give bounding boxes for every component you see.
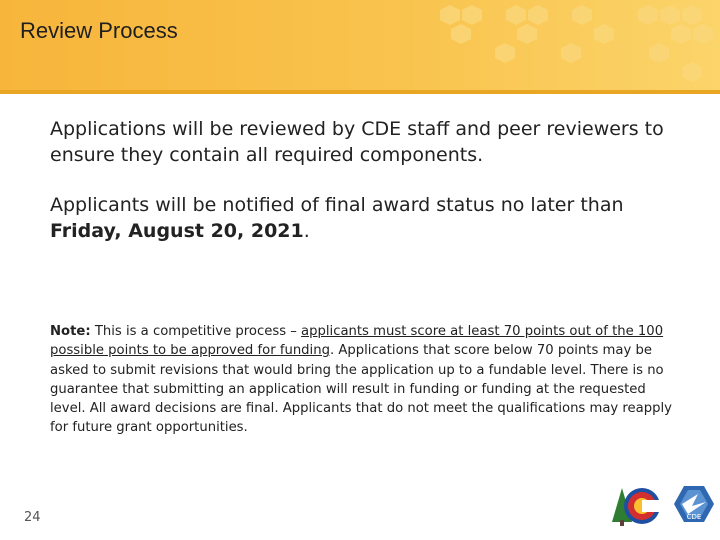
header-band: [0, 0, 720, 90]
paragraph-review: Applications will be reviewed by CDE staff and peer reviewers to ensure they contain all required components.: [50, 118, 664, 166]
note-details: . Applications that score below 70 points may be asked to submit revisions that would bring the application up to a fundable level. There is no guarantee that submitting an application will result in funding or funding at the requested level. All award decisions are final. Applicants that do not meet the qualifications may reapply for future grant opportunities.: [50, 343, 672, 436]
notification-period: .: [303, 220, 310, 242]
colorado-logo: [612, 488, 662, 526]
note-intro: This is a competitive process –: [90, 324, 302, 339]
cde-logo: [674, 486, 714, 522]
paragraph-notification: [50, 192, 670, 244]
note-requirement: applicants must score at least 70 points out of the 100 possible points to be approved for funding: [50, 324, 664, 359]
note-label: Note:: [50, 324, 91, 339]
logos-group: [608, 482, 720, 532]
hexagon-pattern-decoration: [420, 0, 720, 90]
page-number: 24: [24, 510, 41, 525]
notification-date: Friday, August 20, 2021: [50, 220, 304, 242]
slide-title: Review Process: [20, 18, 178, 43]
notification-text: Applicants will be notified of final award status no later than: [50, 194, 624, 216]
note-paragraph: [50, 322, 674, 438]
header-divider: [0, 90, 720, 94]
cde-logo-text: CDE: [686, 513, 702, 521]
